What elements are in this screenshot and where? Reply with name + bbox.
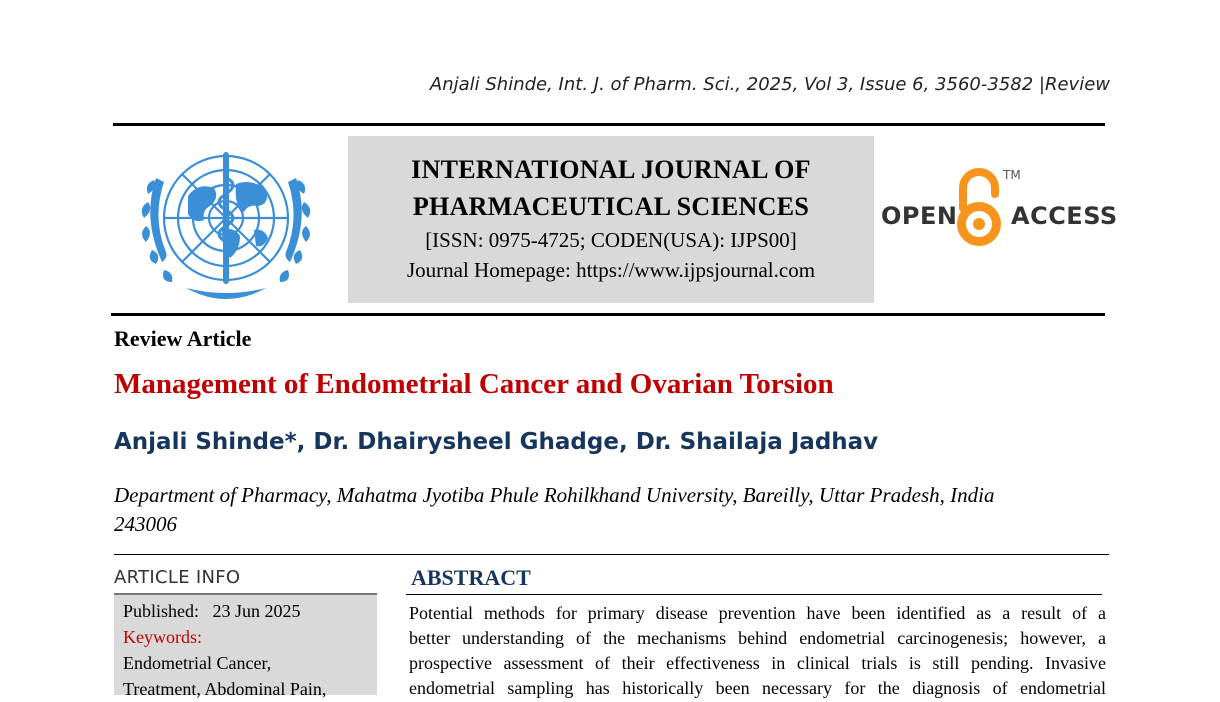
open-access-access-text: ACCESS <box>1011 202 1118 230</box>
article-info-box <box>114 595 377 699</box>
abstract-heading: ABSTRACT <box>411 565 531 590</box>
keywords-label: Keywords: <box>123 627 202 647</box>
open-access-tm: TM <box>1003 168 1021 182</box>
section-divider <box>114 554 1109 555</box>
abstract-line: Potential methods for primary disease prevention have been identified as a result of a <box>409 603 1106 623</box>
affiliation-line1: Department of Pharmacy, Mahatma Jyotiba Phule Rohilkhand University, Bareilly, Uttar Pradesh, India <box>114 483 995 507</box>
abstract-line: prospective assessment of their effectiveness in clinical trials is still pending. Invasive <box>409 653 1106 673</box>
affiliation-line2: 243006 <box>114 512 177 536</box>
journal-title-line1: INTERNATIONAL JOURNAL OF <box>411 155 811 184</box>
published-date: 23 Jun 2025 <box>212 601 301 621</box>
abstract-body <box>409 601 1106 701</box>
header-bottom-rule <box>111 313 1105 316</box>
who-emblem-icon <box>126 138 326 306</box>
journal-issn: [ISSN: 0975-4725; CODEN(USA): IJPS00] <box>425 228 797 252</box>
who-emblem-logo <box>126 138 326 306</box>
journal-header-box <box>348 136 874 303</box>
top-rule <box>113 123 1105 126</box>
journal-title-line2: PHARMACEUTICAL SCIENCES <box>412 192 810 221</box>
open-access-open-text: OPEN <box>881 202 958 230</box>
article-info-heading: ARTICLE INFO <box>114 567 241 588</box>
abstract-line: endometrial sampling has historically been necessary for the diagnosis of endometrial <box>409 678 1106 698</box>
open-access-logo <box>879 164 1118 254</box>
keywords-line2: Treatment, Abdominal Pain, <box>123 679 327 699</box>
article-type: Review Article <box>114 326 252 351</box>
article-affiliation <box>114 481 1104 539</box>
page-citation: Anjali Shinde, Int. J. of Pharm. Sci., 2025, Vol 3, Issue 6, 3560-3582 |Review <box>429 74 1110 95</box>
abstract-line: better understanding of the mechanisms behind endometrial carcinogenesis; however, a <box>409 628 1106 648</box>
open-access-lock-icon <box>953 164 1005 254</box>
published-row <box>123 598 377 624</box>
abstract-rule <box>406 594 1102 595</box>
journal-homepage: Journal Homepage: https://www.ijpsjournal.com <box>406 258 816 282</box>
article-title: Management of Endometrial Cancer and Ovarian Torsion <box>114 368 834 400</box>
article-authors: Anjali Shinde*, Dr. Dhairysheel Ghadge, Dr. Shailaja Jadhav <box>114 429 879 455</box>
keywords-line1: Endometrial Cancer, <box>123 653 272 673</box>
published-label: Published: <box>123 601 200 621</box>
